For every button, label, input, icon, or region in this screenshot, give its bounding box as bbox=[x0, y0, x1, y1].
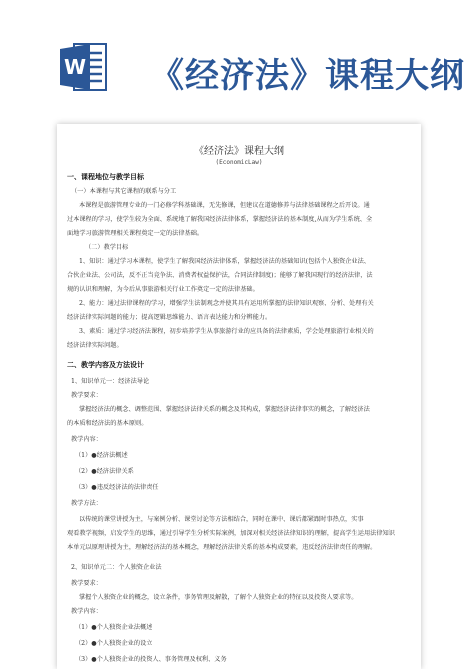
body-line: 规的认识和理解，为今后从事旅游相关行业工作奠定一定的法律基础。 bbox=[67, 286, 259, 293]
body-line: 过本课程的学习，使学生较为全面、系统地了解我国经济法律体系，掌握经济法的基本制度,从而为学生系统、全 bbox=[67, 216, 373, 223]
body-line: 教学要求： bbox=[71, 580, 102, 587]
body-line: （1）●个人独资企业法概述 bbox=[75, 624, 153, 631]
body-line: 教学内容： bbox=[71, 608, 102, 615]
body-line: 掌握个人独资企业的概念，设立条件，事务管理及解散，了解个人独资企业的特征以及投资人要求等。 bbox=[79, 594, 358, 601]
body-line: 2、知识单元二：个人独资企业法 bbox=[71, 564, 162, 571]
body-line: （3）●违反经济法的法律责任 bbox=[75, 484, 159, 491]
word-icon-letter: W bbox=[63, 55, 87, 79]
document-subtitle: (EconomicLaw) bbox=[215, 159, 263, 166]
body-line: 1、知识单元一：经济法导论 bbox=[71, 378, 150, 385]
body-line: 3、素质：通过学习经济法课程，初步培养学生从事旅游行业的应具备的法律素质，学会处理旅游行业相关的 bbox=[79, 328, 374, 335]
body-line: 经济法律实际问题。 bbox=[67, 342, 123, 349]
body-line: （3）●个人独资企业的投资人、事务管理及权利、义务 bbox=[75, 656, 227, 663]
section-heading: 二、教学内容及方法设计 bbox=[67, 361, 144, 369]
body-line: 经济法律实际问题的能力；提高逻辑思维能力、语言表达能力和分辨能力。 bbox=[67, 314, 272, 321]
body-line: 2、能力：通过法律课程的学习，增强学生法制观念并使其具有运用所掌握的法律知识观察、分析、处理有关 bbox=[79, 300, 374, 307]
body-line: 以传统的课堂讲授为主，与案例分析、课堂讨论等方法相结合，同时在课中、课后都紧跟时事热点，实事 bbox=[79, 516, 364, 523]
body-line: 掌握经济法的概念、调整范围、掌握经济法律关系的概念及其构成，掌握经济法律事实的概念，了解经济法 bbox=[79, 406, 370, 413]
banner-title: 《经济法》课程大纲 bbox=[150, 56, 465, 96]
word-document-icon bbox=[60, 40, 108, 94]
body-line: （1）●经济法概述 bbox=[75, 452, 128, 459]
header-banner bbox=[0, 0, 474, 118]
body-line: （二）教学目标 bbox=[85, 244, 129, 251]
section-heading: 一、课程地位与教学目标 bbox=[67, 173, 144, 181]
body-line: 教学内容： bbox=[71, 436, 102, 443]
body-line: 本单元以原理讲授为主，理解经济法的基本概念，理解经济法律关系的基本构成要素，违反经济法律责任的理解。 bbox=[67, 544, 377, 551]
body-line: 面地学习旅游管理相关课程奠定一定的法律基础。 bbox=[67, 230, 204, 237]
body-line: 1、知识：通过学习本课程，使学生了解我国经济法律体系，掌握经济法的基础知识(包括个人独资企业法、 bbox=[79, 258, 370, 265]
body-line: 教学要求： bbox=[71, 392, 102, 399]
body-line: 合伙企业法、公司法，反不正当竞争法、消费者权益保护法，合同法律制度)；能够了解我国现行的经济法律，法 bbox=[67, 272, 373, 279]
body-line: （2）●经济法律关系 bbox=[75, 468, 134, 475]
document-title: 《经济法》课程大纲 bbox=[194, 146, 284, 157]
body-line: 的本质和经济法的基本原则。 bbox=[67, 420, 148, 427]
body-line: 观看教学视频，启发学生的思维，通过引导学生分析实际案例，加深对相关经济法律知识的理解，提高学生运用法律知识 bbox=[67, 530, 395, 537]
body-line: 本课程是旅游管理专业的一门必修学科基础课，无先修课，但建议在道德修养与法律基础课程之后开设。通 bbox=[79, 202, 370, 209]
body-line: （2）●个人独资企业的设立 bbox=[75, 640, 153, 647]
document-page bbox=[57, 124, 421, 669]
body-line: （一）本课程与其它课程的联系与分工 bbox=[71, 188, 177, 195]
body-line: 教学方法： bbox=[71, 500, 102, 507]
